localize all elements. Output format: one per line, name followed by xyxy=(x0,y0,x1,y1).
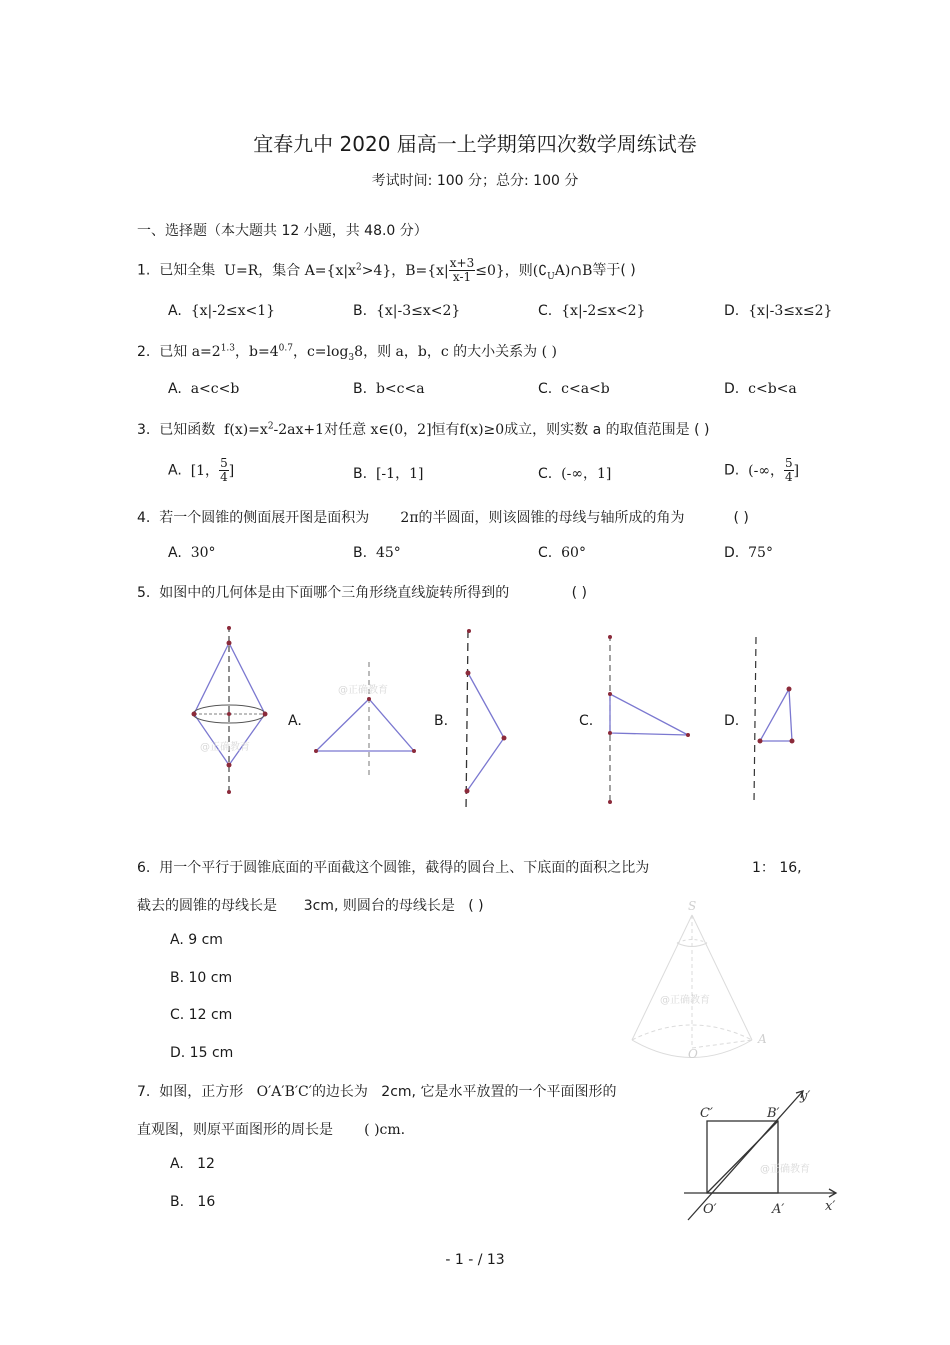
question-4: 4. 若一个圆锥的侧面展开图是面积为 2π的半圆面，则该圆锥的母线与轴所成的角为 ( ) xyxy=(137,510,749,526)
question-text: 已知全集 xyxy=(159,262,216,279)
option-b: B. b<c<a xyxy=(353,381,425,397)
fraction-num: x+3 xyxy=(449,256,475,270)
option-d: D. c<b<a xyxy=(724,381,797,397)
option-d: D. (-∞， $\frac{5}{4}$ ] xyxy=(724,456,800,484)
math-expr: ≤0}，则 xyxy=(475,262,533,279)
figure-label-b: B. xyxy=(434,713,449,729)
option-d: D. 75° xyxy=(724,545,773,561)
label-a-prime: A′ xyxy=(772,1202,785,1217)
option-b: B. {x|-3≤x<2} xyxy=(353,303,461,319)
question-6-line1: 6. 用一个平行于圆锥底面的平面截这个圆锥，截得的圆台上、下底面的面积之比为 xyxy=(137,860,650,876)
apex-label: S xyxy=(688,899,697,913)
fraction-den: x-1 xyxy=(452,270,472,284)
watermark: @正确教育 xyxy=(200,742,250,753)
watermark: @正确教育 xyxy=(338,685,388,696)
figure-label-a: A. xyxy=(288,713,302,729)
label-x-axis: x′ xyxy=(825,1199,836,1214)
question-3: 3. 已知函数 $f(x)=x^2-2ax+1$对任意 x∈(0，2]恒有f(x)≥0成立，则实数 a 的取值范围是 ( ) xyxy=(137,421,710,438)
area-ratio: 1： 16, xyxy=(752,860,802,876)
question-number: 2. xyxy=(137,344,151,360)
label-b-prime: B′ xyxy=(767,1106,780,1121)
center-label: O xyxy=(688,1047,698,1061)
option-a: A. [1， $\frac{5}{4}$ ] xyxy=(168,456,235,484)
question-7-line2: 直观图，则原平面图形的周长是 ( )cm. xyxy=(137,1122,406,1138)
figure-label-c: C. xyxy=(579,713,594,729)
option-c: C. 12 cm xyxy=(170,1007,233,1023)
exam-info: 考试时间: 100 分；总分: 100 分 xyxy=(371,173,579,189)
option-d: D. {x|-3≤x≤2} xyxy=(724,303,833,319)
option-b: B. [-1，1] xyxy=(353,466,424,482)
math-sup: 2 xyxy=(355,261,362,272)
section-heading: 一、选择题（本大题共 12 小题，共 48.0 分） xyxy=(137,223,428,239)
option-b: B. 10 cm xyxy=(170,970,233,986)
math-expr: A)∩B xyxy=(554,262,593,279)
math-expr: (∁ xyxy=(532,262,548,279)
option-a: A. a<c<b xyxy=(168,381,240,397)
option-b: B. 45° xyxy=(353,545,401,561)
label-y-axis: y′ xyxy=(800,1089,811,1104)
option-a: A. 9 cm xyxy=(170,932,223,948)
math-expr: U=R，集合 A={x|x xyxy=(224,262,356,279)
edge-label: A xyxy=(758,1032,767,1046)
page-title: 宜春九中 2020 届高一上学期第四次数学周练试卷 xyxy=(253,132,697,156)
question-number: 1. xyxy=(137,262,151,279)
option-b: B. 16 xyxy=(170,1194,216,1210)
label-c-prime: C′ xyxy=(700,1106,713,1121)
math-sub: U xyxy=(547,271,555,282)
option-c: C. c<a<b xyxy=(538,381,610,397)
option-a: A. {x|-2≤x<1} xyxy=(168,303,276,319)
page-number: - 1 - / 13 xyxy=(445,1252,505,1268)
option-d: D. 15 cm xyxy=(170,1045,234,1061)
option-a: A. 12 xyxy=(170,1156,215,1172)
question-6-line2: 截去的圆锥的母线长是 3cm, 则圆台的母线长是 ( ) xyxy=(137,898,484,914)
question-5: 5. 如图中的几何体是由下面哪个三角形绕直线旋转所得到的 ( ) xyxy=(137,585,587,601)
figure-label-d: D. xyxy=(724,713,740,729)
math-expr: >4}，B={x| xyxy=(361,262,449,279)
label-o-prime: O′ xyxy=(703,1202,717,1217)
question-2: 2. 已知 $a=2^{1.3}$，$b=4^{0.7}$，$c=\log_38$，则 a，b，c 的大小关系为 ( ) xyxy=(137,343,557,363)
watermark: @正确教育 xyxy=(760,1164,810,1175)
question-7-line1: 7. 如图，正方形 O′A′B′C′的边长为 2cm, 它是水平放置的一个平面图形的 xyxy=(137,1084,617,1100)
option-c: C. {x|-2≤x<2} xyxy=(538,303,646,319)
watermark: @正确教育 xyxy=(660,995,710,1006)
option-c: C. 60° xyxy=(538,545,586,561)
question-text: 等于( ) xyxy=(592,262,636,279)
option-c: C. (-∞，1] xyxy=(538,466,612,482)
option-a: A. 30° xyxy=(168,545,216,561)
